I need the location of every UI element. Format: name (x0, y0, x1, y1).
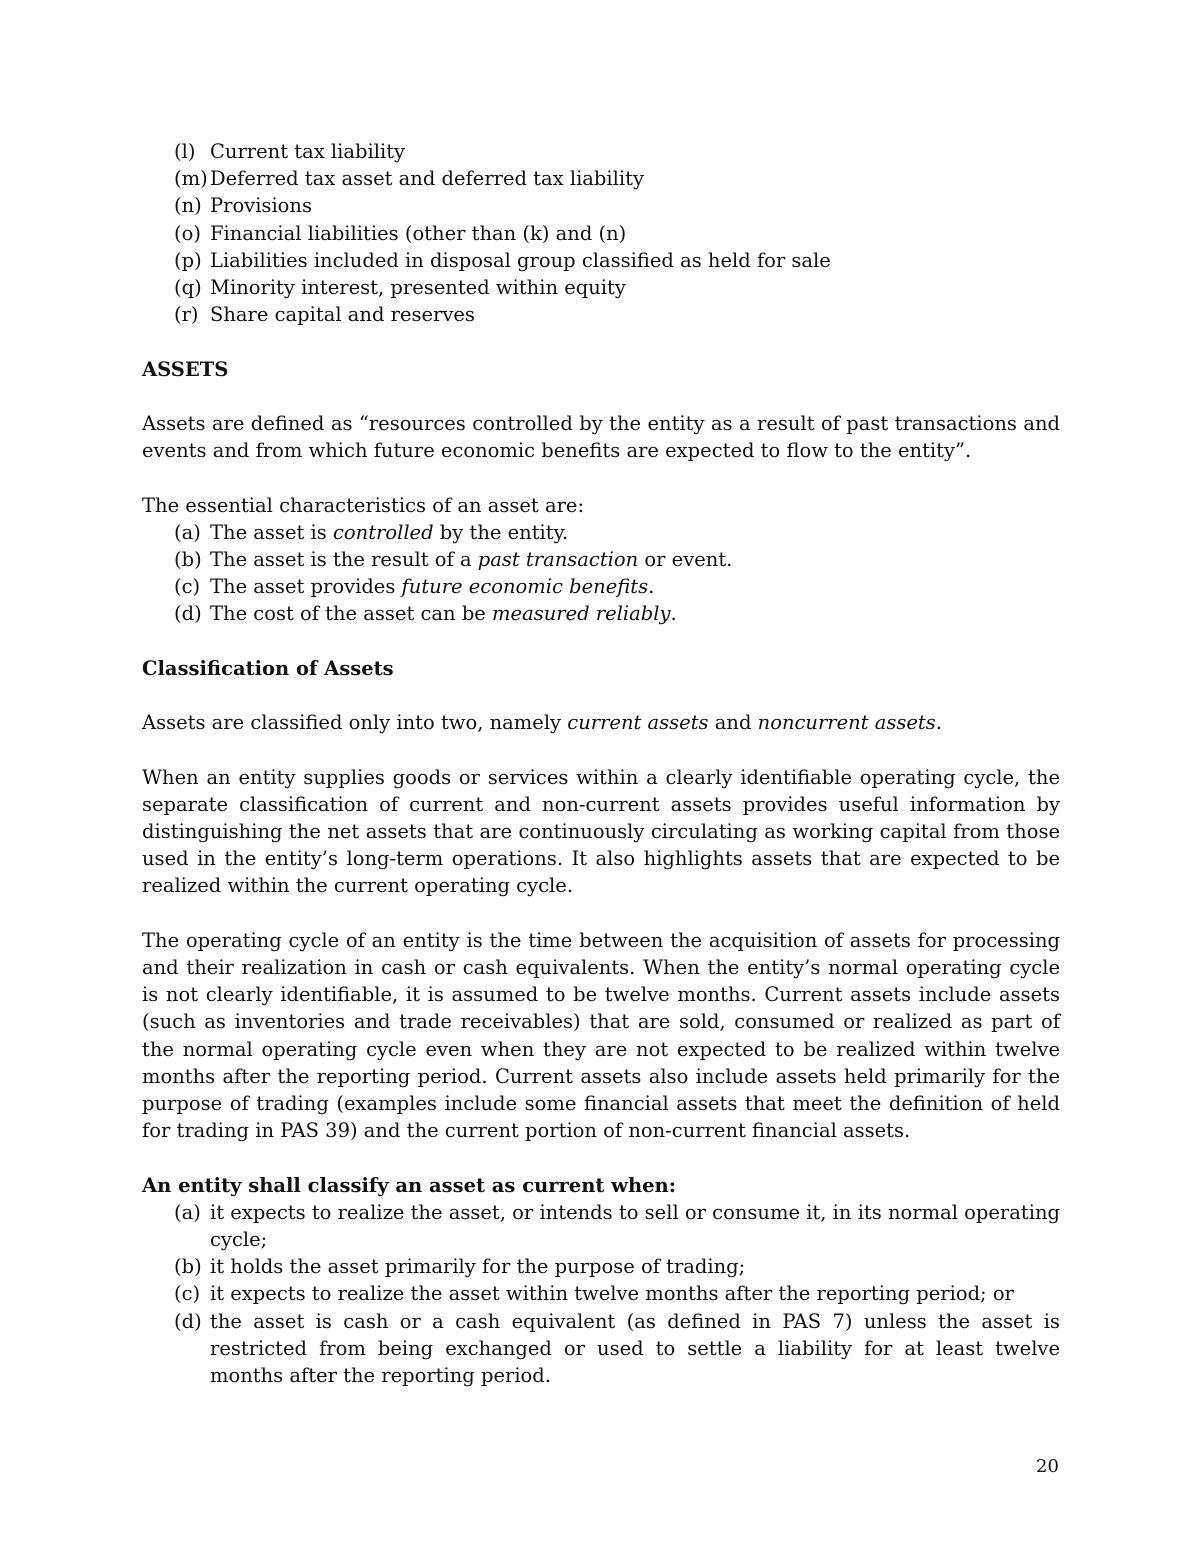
list-item (142, 165, 1060, 192)
list-marker: (a) (174, 520, 201, 544)
emphasis: future economic benefits (401, 575, 649, 599)
assets-definition-paragraph: Assets are defined as “resources controlled by the entity as a result of past transactions and events and from which future economic benefits are expected to flow to the entity”. (142, 412, 1060, 463)
list-item-text: it holds the asset primarily for the purpose of trading; (210, 1255, 746, 1279)
list-item-text: Deferred tax asset and deferred tax liability (210, 167, 644, 191)
list-item (142, 301, 1060, 328)
list-item (142, 247, 1060, 274)
list-marker: (d) (174, 1309, 202, 1333)
characteristics-list (142, 519, 1060, 628)
list-item (142, 1253, 1060, 1280)
list-item-text: Current tax liability (210, 140, 406, 163)
current-asset-criteria-heading: An entity shall classify an asset as current when: (142, 1173, 676, 1197)
list-item-text: The cost of the asset can be measured reliably. (210, 602, 677, 626)
list-item-text: Share capital and reserves (210, 303, 475, 327)
classification-intro-paragraph: Assets are classified only into two, namely current assets and noncurrent assets. (142, 711, 942, 735)
list-item (142, 573, 1060, 600)
list-marker: (c) (174, 575, 201, 599)
list-item-text: it expects to realize the asset, or intends to sell or consume it, in its normal operating cycle; (210, 1200, 1060, 1251)
emphasis: controlled (332, 520, 434, 544)
list-item (142, 274, 1060, 301)
emphasis: current assets (567, 711, 709, 735)
list-item-text: The asset provides future economic benefits. (210, 575, 655, 599)
list-item (142, 138, 1060, 165)
characteristics-intro: The essential characteristics of an asset are: (142, 493, 585, 517)
list-item (142, 600, 1060, 627)
list-item (142, 220, 1060, 247)
list-item (142, 519, 1060, 546)
list-marker: (l) (174, 140, 196, 163)
list-item-text: Liabilities included in disposal group classified as held for sale (210, 248, 831, 272)
list-item-text: The asset is the result of a past transaction or event. (210, 548, 733, 571)
emphasis: noncurrent assets (757, 711, 936, 735)
balance-sheet-items-list (142, 138, 1060, 328)
list-item (142, 192, 1060, 219)
list-item-text: The asset is controlled by the entity. (210, 520, 569, 544)
list-marker: (b) (174, 1255, 202, 1279)
list-item (142, 1308, 1060, 1390)
emphasis: past transaction (477, 548, 639, 571)
list-item (142, 546, 1060, 573)
list-marker: (m) (174, 167, 208, 191)
document-page (142, 138, 1060, 1389)
list-item-text: Provisions (210, 194, 312, 218)
list-marker: (q) (174, 276, 202, 300)
list-marker: (p) (174, 248, 202, 272)
list-item-text: Financial liabilities (other than (k) and (n) (210, 221, 627, 245)
list-marker: (r) (174, 303, 199, 327)
operating-cycle-paragraph-2: The operating cycle of an entity is the time between the acquisition of assets for processing and their realization in cash or cash equivalents. When the entity’s normal operating cycle is not clearly identifiable, it is assumed to be twelve months. Current assets include assets (such as inventories and trade receivables) that are sold, consumed or realized as part of the normal operating cycle even when they are not expected to be realized within twelve months after the reporting period. Current assets also include assets held primarily for the purpose of trading (examples include some financial assets that meet the definition of held for trading in PAS 39) and the current portion of non-current financial assets. (142, 928, 1060, 1143)
classification-heading: Classification of Assets (142, 656, 394, 680)
current-asset-criteria-list (142, 1199, 1060, 1389)
list-marker: (a) (174, 1200, 201, 1224)
list-marker: (o) (174, 221, 201, 245)
emphasis: measured reliably (492, 602, 671, 626)
list-marker: (c) (174, 1282, 201, 1306)
list-item-text: the asset is cash or a cash equivalent (as defined in PAS 7) unless the asset is restricted from being exchanged or used to settle a liability for at least twelve months after the reporting period. (210, 1309, 1060, 1388)
list-item-text: it expects to realize the asset within twelve months after the reporting period; or (210, 1282, 1014, 1306)
assets-heading: ASSETS (142, 357, 229, 381)
list-marker: (b) (174, 548, 202, 571)
list-item-text: Minority interest, presented within equity (210, 276, 626, 300)
list-item (142, 1199, 1060, 1253)
list-item (142, 1280, 1060, 1307)
operating-cycle-paragraph-1: When an entity supplies goods or services within a clearly identifiable operating cycle, the separate classification of current and non-current assets provides useful information by distinguishing the net assets that are continuously circulating as working capital from those used in the entity’s long-term operations. It also highlights assets that are expected to be realized within the current operating cycle. (142, 765, 1060, 898)
page-number: 20 (1036, 1456, 1059, 1477)
list-marker: (d) (174, 602, 202, 626)
list-marker: (n) (174, 194, 202, 218)
